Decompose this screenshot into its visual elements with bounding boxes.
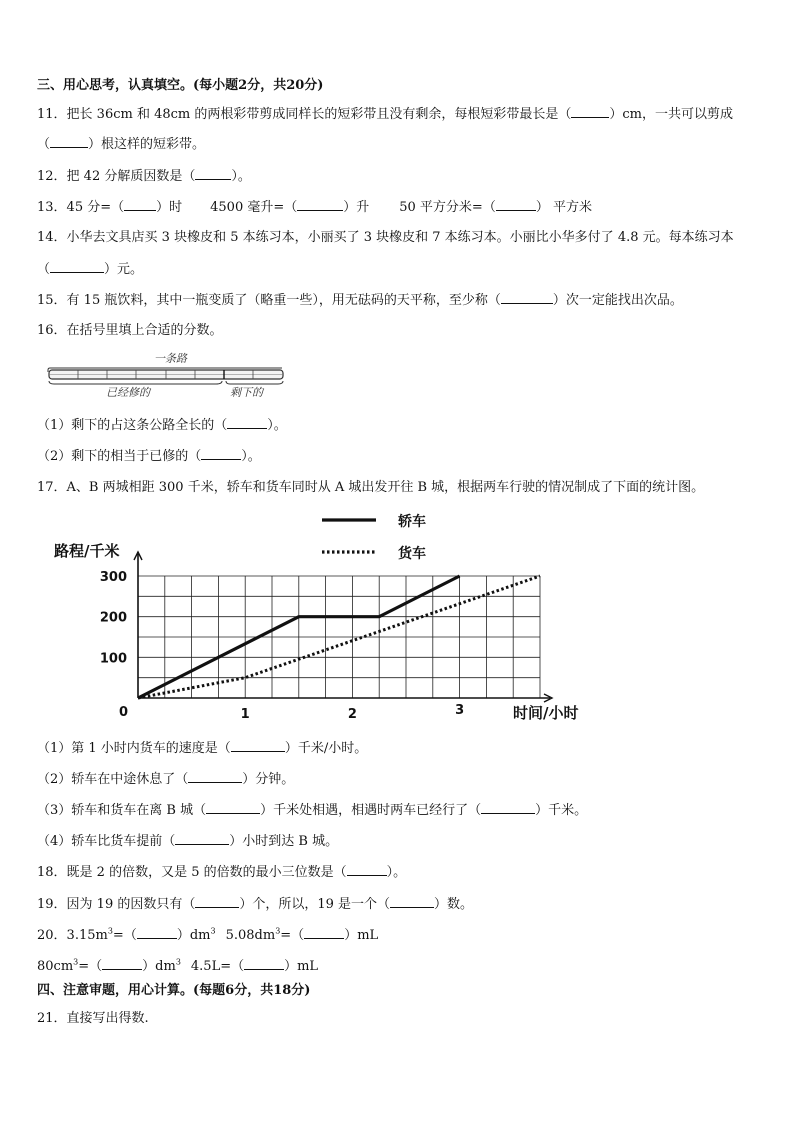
y-tick-label: 300 <box>99 570 127 585</box>
q17-sub1-blank[interactable] <box>231 740 285 752</box>
q13-text-5: 50 平方分米=（ <box>399 200 496 215</box>
q17-sub4-text-1: （4）轿车比货车提前（ <box>37 834 176 849</box>
section-3-title: 三、用心思考，认真填空。(每小题2分，共20分) <box>37 78 324 93</box>
q20-l2-text-1: 80cm <box>37 959 74 974</box>
legend-label-1: 轿车 <box>398 514 426 530</box>
q18-text-2: ）。 <box>386 865 407 880</box>
q18-text-1: 18．既是 2 的倍数，又是 5 的倍数的最小三位数是（ <box>37 865 347 880</box>
q17-sub3-text-2: ）千米处相遇，相遇时两车已经行了（ <box>260 803 482 818</box>
x-axis-label: 时间/小时 <box>513 704 579 722</box>
q17-sub2-text-2: ）分钟。 <box>242 772 295 787</box>
question-17-sub-3 <box>37 802 587 819</box>
q12-text-2: ）。 <box>231 169 251 184</box>
q20-l2-sup-1: 3 <box>73 957 79 967</box>
question-14-line-1: 14．小华去文具店买 3 块橡皮和 5 本练习本，小丽买了 3 块橡皮和 7 本练习本。小丽比小华多付了 4.8 元。每本练习本 <box>37 230 734 245</box>
q17-sub3-blank-1[interactable] <box>206 802 260 814</box>
q17-sub2-text-1: （2）轿车在中途休息了（ <box>37 772 189 787</box>
chart-tick-labels <box>100 570 464 722</box>
question-11-line-1 <box>37 106 733 123</box>
q19-blank-2[interactable] <box>390 896 434 908</box>
q13-text-6: ） 平方米 <box>535 200 592 215</box>
q17-sub3-blank-2[interactable] <box>481 802 535 814</box>
q19-text-1: 19．因为 19 的因数只有（ <box>37 897 196 912</box>
road-brace-remaining <box>226 381 283 384</box>
road-right-label: 剩下的 <box>230 386 263 399</box>
question-13 <box>37 199 592 216</box>
chart-grid <box>138 576 540 698</box>
q17-sub4-blank[interactable] <box>175 833 229 845</box>
q19-blank-1[interactable] <box>195 896 239 908</box>
q20-l1-text-6: ）mL <box>344 928 379 943</box>
road-top-label: 一条路 <box>154 352 187 365</box>
q16-sub1-text-1: （1）剩下的占这条公路全长的（ <box>37 418 228 433</box>
q17-sub3-text-1: （3）轿车和货车在离 B 城（ <box>37 803 207 818</box>
q20-l2-text-4: 4.5L=（ <box>190 959 245 974</box>
q16-sub2-blank[interactable] <box>201 448 241 460</box>
q11-text-1: 11．把长 36cm 和 48cm 的两根彩带剪成同样长的短彩带且没有剩余，每根短彩带最长是（ <box>37 107 572 122</box>
q20-l1-blank-1[interactable] <box>137 927 177 939</box>
q14-text-2: ）元。 <box>104 262 144 277</box>
chart-legend <box>322 513 426 562</box>
q20-l2-text-3: ）dm <box>142 959 176 974</box>
section-4-title: 四、注意审题，用心计算。(每题6分，共18分) <box>37 983 311 998</box>
q11-blank-length[interactable] <box>571 106 609 118</box>
y-tick-label: 200 <box>99 610 127 626</box>
q17-sub4-text-2: ）小时到达 B 城。 <box>229 834 339 849</box>
q15-text-2: ）次一定能找出次品。 <box>552 293 683 308</box>
q12-blank[interactable] <box>195 168 231 180</box>
question-17-sub-2 <box>37 771 294 788</box>
q20-l1-text-5: =（ <box>280 928 305 943</box>
question-12 <box>37 168 251 185</box>
question-17-sub-4 <box>37 833 338 850</box>
q17-sub1-text-2: ）千米/小时。 <box>284 741 368 756</box>
q20-l1-text-3: ）dm <box>176 928 211 943</box>
q11-text-2: ）cm，一共可以剪成 <box>609 107 733 122</box>
q15-text-1: 15．有 15 瓶饮料，其中一瓶变质了（略重一些），用无砝码的天平称，至少称（ <box>37 293 501 308</box>
q20-l2-blank-2[interactable] <box>244 958 284 970</box>
q13-blank-3[interactable] <box>496 199 536 211</box>
q13-text-1: 13．45 分=（ <box>37 200 125 215</box>
travel-line-chart <box>0 500 794 728</box>
question-20-line-1 <box>37 927 378 944</box>
q17-sub3-text-3: ）千米。 <box>535 803 588 818</box>
q14-blank[interactable] <box>50 261 104 273</box>
question-18 <box>37 864 406 881</box>
q17-sub2-blank[interactable] <box>188 771 242 783</box>
question-20-line-2 <box>37 958 318 975</box>
y-axis-label: 路程/千米 <box>54 542 120 560</box>
q14-text-1: （ <box>37 262 51 277</box>
q13-text-3: 4500 毫升=（ <box>210 200 298 215</box>
q13-text-4: ）升 <box>343 200 370 215</box>
question-11-line-2 <box>37 136 205 153</box>
question-16: 16．在括号里填上合适的分数。 <box>37 323 223 338</box>
q11-blank-count[interactable] <box>50 136 88 148</box>
q18-blank[interactable] <box>347 864 387 876</box>
question-15 <box>37 292 683 309</box>
chart-axes <box>54 542 578 722</box>
road-brace-built <box>49 381 222 384</box>
x-tick-label: 2 <box>347 707 357 722</box>
question-21: 21．直接写出得数. <box>37 1011 149 1026</box>
q20-l1-text-4: 5.08dm <box>225 928 276 943</box>
x-tick-label: 3 <box>455 703 465 718</box>
q16-sub2-text-1: （2）剩下的相当于已修的（ <box>37 449 202 464</box>
q13-text-2: ）时 <box>156 200 183 215</box>
q20-l1-text-2: =（ <box>112 928 137 943</box>
q20-l1-sup-2: 3 <box>210 926 216 936</box>
q16-sub2-text-2: ）。 <box>241 449 261 464</box>
q20-l2-blank-1[interactable] <box>102 958 142 970</box>
question-14-line-2 <box>37 261 143 278</box>
q20-l2-sup-2: 3 <box>175 957 181 967</box>
q20-l1-sup-1: 3 <box>107 926 113 936</box>
q13-blank-2[interactable] <box>297 199 343 211</box>
q16-sub1-text-2: ）。 <box>267 418 287 433</box>
legend-label-2: 货车 <box>398 546 426 562</box>
q11-text-4: ）根这样的短彩带。 <box>88 137 206 152</box>
road-diagram <box>46 350 291 400</box>
x-tick-label: 1 <box>240 707 250 722</box>
q20-l1-text-1: 20．3.15m <box>37 928 108 943</box>
q11-text-3: （ <box>37 137 51 152</box>
q12-text-1: 12．把 42 分解质因数是（ <box>37 169 196 184</box>
question-17: 17．A、B 两城相距 300 千米，轿车和货车同时从 A 城出发开往 B 城，根据两车行驶的情况制成了下面的统计图。 <box>37 480 705 495</box>
y-tick-label: 100 <box>99 651 127 667</box>
q19-text-2: ）个，所以，19 是一个（ <box>239 897 391 912</box>
question-16-sub-2 <box>37 448 261 465</box>
q15-blank[interactable] <box>501 292 553 304</box>
road-left-label: 已经修的 <box>106 386 150 399</box>
q13-blank-1[interactable] <box>124 199 156 211</box>
q20-l2-text-2: =（ <box>78 959 103 974</box>
origin-label: 0 <box>119 705 129 720</box>
q20-l2-text-5: ）mL <box>284 959 319 974</box>
q19-text-3: ）数。 <box>434 897 474 912</box>
q20-l1-sup-3: 3 <box>275 926 281 936</box>
question-17-sub-1 <box>37 740 367 757</box>
question-19 <box>37 896 473 913</box>
q20-l1-blank-2[interactable] <box>304 927 344 939</box>
q17-sub1-text-1: （1）第 1 小时内货车的速度是（ <box>37 741 231 756</box>
q16-sub1-blank[interactable] <box>227 417 267 429</box>
question-16-sub-1 <box>37 417 287 434</box>
